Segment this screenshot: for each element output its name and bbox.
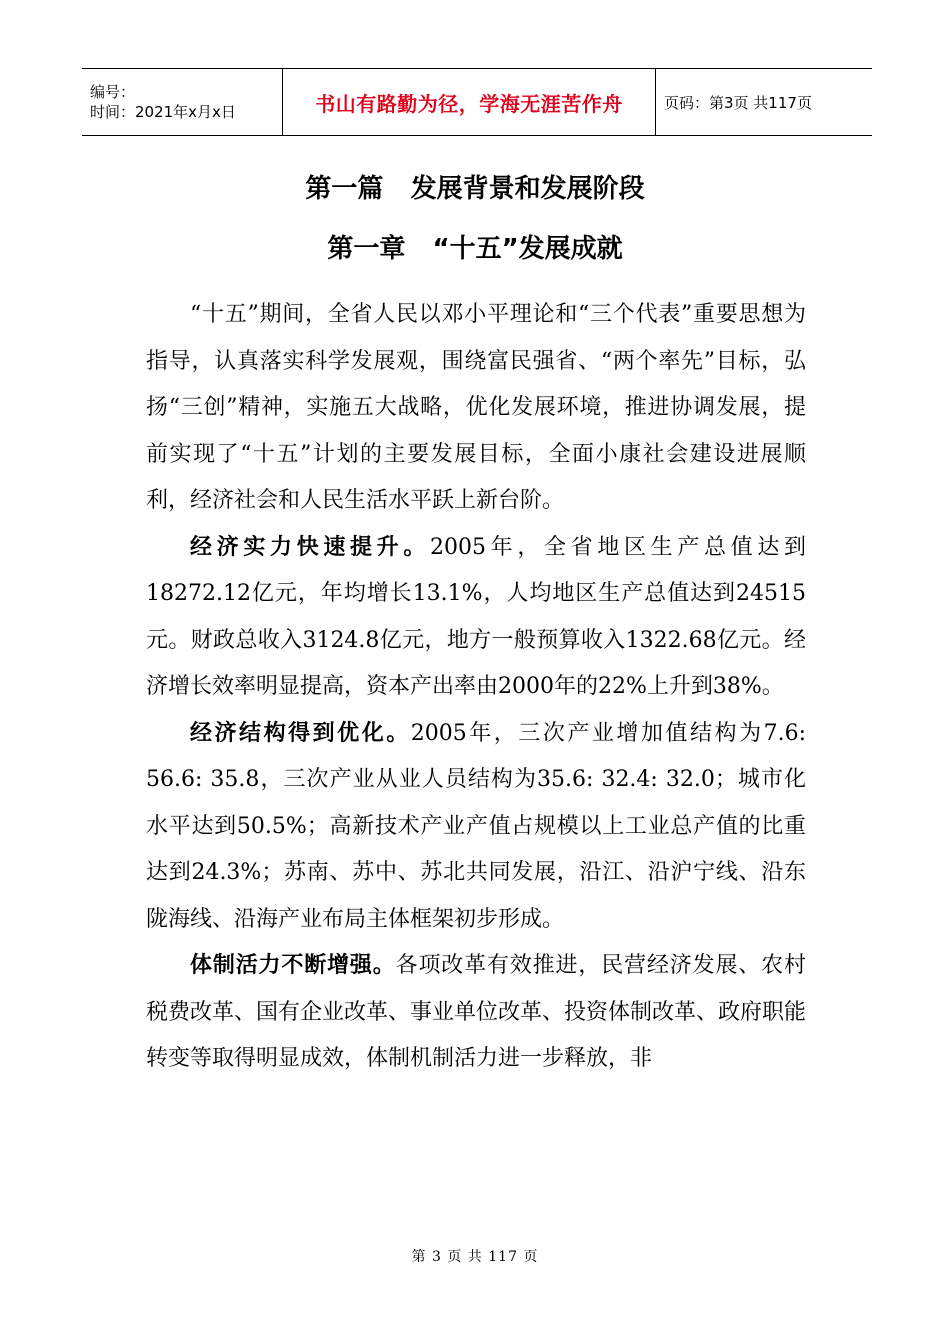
part-title: 第一篇 发展背景和发展阶段 xyxy=(305,174,645,204)
page-footer: 第 3 页 共 117 页 xyxy=(411,1249,539,1265)
header-page-cell xyxy=(656,69,873,136)
paragraph-lead: 经济实力快速提升。 xyxy=(190,534,430,560)
document-number-label: 编号： xyxy=(90,83,136,101)
paragraph-institutional-vitality xyxy=(146,943,806,1083)
paragraph-text: 各项改革有效推进，民营经济发展、农村税费改革、国有企业改革、事业单位改革、投资体制改革、政府职能转变等取得明显成效，体制机制活力进一步释放，非 xyxy=(146,953,807,1071)
paragraph-text: 2005年，全省地区生产总值达到18272.12亿元，年均增长13.1%，人均地区生产总值达到24515元。财政总收入3124.8亿元，地方一般预算收入1322.68亿元。经济增长效率明显提高，资本产出率由2000年的22%上升到38%。 xyxy=(146,534,806,699)
chapter-title: 第一章 “十五”发展成就 xyxy=(327,234,623,264)
paragraph-lead: 经济结构得到优化。 xyxy=(190,720,411,746)
header-page-code: 页码：第3页 共117页 xyxy=(664,93,812,112)
header-meta-cell xyxy=(82,69,283,136)
paragraph-economic-strength xyxy=(146,525,806,711)
header-table xyxy=(82,68,872,136)
document-date-label: 时间：2021年x月x日 xyxy=(90,103,236,121)
body-text xyxy=(146,292,806,1083)
header-motto: 书山有路勤为径，学海无涯苦作舟 xyxy=(315,91,623,116)
paragraph-intro xyxy=(146,292,806,525)
paragraph-lead: 体制活力不断增强。 xyxy=(190,953,396,978)
paragraph-text: “十五”期间，全省人民以邓小平理论和“三个代表”重要思想为指导，认真落实科学发展观，围绕富民强省、“两个率先”目标，弘扬“三创”精神，实施五大战略，优化发展环境，推进协调发展，提前实现了“十五”计划的主要发展目标，全面小康社会建设进展顺利，经济社会和人民生活水平跃上新台阶。 xyxy=(146,302,806,513)
paragraph-economic-structure xyxy=(146,711,806,944)
paragraph-text: 2005年，三次产业增加值结构为7.6: 56.6: 35.8，三次产业从业人员结构为35.6: 32.4: 32.0；城市化水平达到50.5%；高新技术产业产值占规模以上工业总产值的比重达到24.3%；苏南、苏中、苏北共同发展，沿江、沿沪宁线、沿东陇海线、沿海产业布局主体框架初步形成。 xyxy=(146,720,806,932)
header-motto-cell xyxy=(283,69,656,136)
